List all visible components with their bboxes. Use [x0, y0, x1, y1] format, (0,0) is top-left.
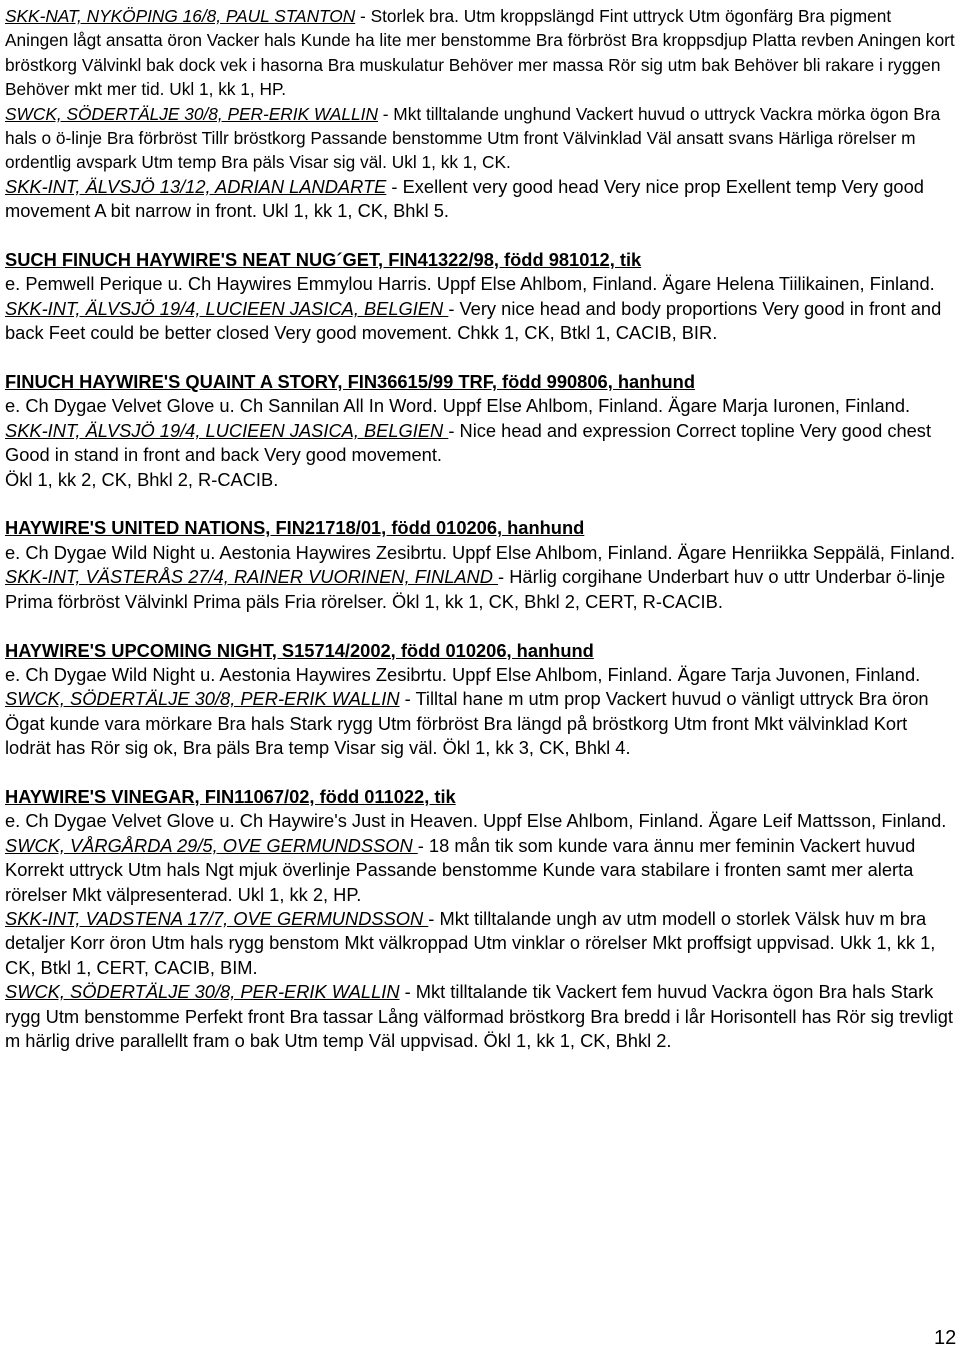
- critique-entry: [5, 297, 956, 346]
- critique-text: - Härlig corgihane Underbart huv o uttr Underbar ö-linje Prima förbröst Välvinkl Prima päls Fria rörelser. Ökl 1, kk 1, CK, Bhkl 2, CERT, R-CACIB.: [5, 566, 946, 612]
- critique-entry: [5, 980, 956, 1053]
- dog-pedigree: e. Ch Dygae Wild Night u. Aestonia Haywires Zesibrtu. Uppf Else Ahlbom, Finland. Ägare Tarja Juvonen, Finland.: [5, 663, 921, 685]
- critique-result: Ökl 1, kk 2, CK, Bhkl 2, R-CACIB.: [5, 468, 279, 490]
- critique-text: - Tilltal hane m utm prop Vackert huvud o vänligt uttryck Bra öron Ögat kunde vara mörkare Bra hals Stark rygg Utm förbröst Bra längd på bröstkorg Utm front Mkt välvinklad Kort lodrät has Rör sig ok, Bra päls Bra temp Visar sig väl. Ökl 1, kk 3, CK, Bhkl 4.: [5, 688, 929, 759]
- dog-title: HAYWIRE'S VINEGAR, FIN11067/02, född 011022, tik: [5, 785, 456, 807]
- critique-entry: [5, 419, 956, 468]
- critique-entry: [5, 907, 956, 980]
- critique-text: - 18 mån tik som kunde vara ännu mer feminin Vackert huvud Korrekt uttryck Utm hals Ngt mjuk överlinje Passande benstomme Kunde vara stabilare i fronten samt mer alerta rörelser Mkt välpresenterad. Ukl 1, kk 2, HP.: [5, 834, 916, 905]
- judge-show-link: SWCK, SÖDERTÄLJE 30/8, PER-ERIK WALLIN: [5, 103, 378, 124]
- critique-entry: [5, 565, 956, 614]
- spacer: [5, 614, 956, 638]
- critique-entry: [5, 102, 956, 175]
- critique-text: - Mkt tilltalande unghund Vackert huvud o uttryck Vackra mörka ögon Bra hals o ö-linje Bra förbröst Tillr bröstkorg Passande benstomme Utm front Välvinklad Väl ansatt svans Härliga rörelser m ordentlig avspark Utm temp Bra päls Visar sig väl. Ukl 1, kk 1, CK.: [5, 103, 941, 173]
- dog-entry: [5, 785, 956, 1053]
- judge-show-link: SKK-INT, ÄLVSJÖ 19/4, LUCIEEN JASICA, BELGIEN: [5, 419, 449, 441]
- dog-pedigree: e. Ch Dygae Velvet Glove u. Ch Sannilan All In Word. Uppf Else Ahlbom, Finland. Ägare Marja Iuronen, Finland.: [5, 395, 911, 417]
- dog-entry: [5, 370, 956, 492]
- spacer: [5, 346, 956, 370]
- judge-show-link: SWCK, VÅRGÅRDA 29/5, OVE GERMUNDSSON: [5, 834, 418, 856]
- spacer: [5, 224, 956, 248]
- dog-entry: [5, 248, 956, 346]
- dog-pedigree: e. Pemwell Perique u. Ch Haywires Emmylou Harris. Uppf Else Ahlbom, Finland. Ägare Helena Tiilikainen, Finland.: [5, 273, 935, 295]
- critique-entry: [5, 687, 956, 760]
- critique-text: - Mkt tilltalande tik Vackert fem huvud Vackra ögon Bra hals Stark rygg Utm benstomme Perfekt front Bra tassar Lång välformad bröstkorg Bra bredd i lår Horisontell has Rör sig trevligt m härlig drive parallellt fram o bak Utm temp Väl uppvisad. Ökl 1, kk 1, CK, Bhkl 2.: [5, 981, 953, 1051]
- page-number: 12: [934, 1327, 957, 1349]
- dog-title: SUCH FINUCH HAYWIRE'S NEAT NUG´GET, FIN41322/98, född 981012, tik: [5, 249, 642, 271]
- dog-title: HAYWIRE'S UPCOMING NIGHT, S15714/2002, född 010206, hanhund: [5, 639, 594, 661]
- intro-critiques: [5, 4, 956, 224]
- judge-show-link: SWCK, SÖDERTÄLJE 30/8, PER-ERIK WALLIN: [5, 688, 400, 710]
- spacer: [5, 761, 956, 785]
- critique-text: - Exellent very good head Very nice prop Exellent temp Very good movement A bit narrow in front. Ukl 1, kk 1, CK, Bhkl 5.: [5, 175, 924, 222]
- dog-pedigree: e. Ch Dygae Wild Night u. Aestonia Haywires Zesibrtu. Uppf Else Ahlbom, Finland. Ägare Henriikka Seppälä, Finland.: [5, 541, 956, 563]
- critique-text: - Very nice head and body proportions Very good in front and back Feet could be better closed Very good movement. Chkk 1, CK, Btkl 1, CACIB, BIR.: [5, 297, 942, 344]
- spacer: [5, 492, 956, 516]
- dog-title: HAYWIRE'S UNITED NATIONS, FIN21718/01, född 010206, hanhund: [5, 517, 585, 539]
- critique-entry: [5, 175, 956, 224]
- critique-entry: [5, 834, 956, 907]
- dog-pedigree: e. Ch Dygae Velvet Glove u. Ch Haywire's Just in Heaven. Uppf Else Ahlbom, Finland. Ägare Leif Mattsson, Finland.: [5, 810, 947, 832]
- judge-show-link: SKK-INT, VADSTENA 17/7, OVE GERMUNDSSON: [5, 907, 429, 929]
- judge-show-link: SWCK, SÖDERTÄLJE 30/8, PER-ERIK WALLIN: [5, 981, 400, 1003]
- critique-entry: [5, 4, 956, 102]
- dog-entry: [5, 639, 956, 761]
- critique-text: - Storlek bra. Utm kroppslängd Fint uttryck Utm ögonfärg Bra pigment Aningen lågt ansatta öron Vacker hals Kunde ha lite mer benstomme Bra förbröst Bra kroppsdjup Platta revben Aningen kort bröstkorg Välvinkl bak dock vek i hasorna Bra muskulatur Behöver mer massa Rör sig utm bak Behöver bli rakare i ryggen Behöver mkt mer tid. Ukl 1, kk 1, HP.: [5, 6, 955, 100]
- judge-show-link: SKK-NAT, NYKÖPING 16/8, PAUL STANTON: [5, 6, 356, 26]
- dog-title: FINUCH HAYWIRE'S QUAINT A STORY, FIN36615/99 TRF, född 990806, hanhund: [5, 371, 696, 393]
- judge-show-link: SKK-INT, ÄLVSJÖ 19/4, LUCIEEN JASICA, BELGIEN: [5, 297, 449, 319]
- dog-entry: [5, 516, 956, 614]
- judge-show-link: SKK-INT, VÄSTERÅS 27/4, RAINER VUORINEN, FINLAND: [5, 566, 499, 588]
- critique-text: - Mkt tilltalande ungh av utm modell o storlek Välsk huv m bra detaljer Korr öron Utm hals rygg benstom Mkt välkroppad Utm vinklar o rörelser Mkt proffsigt uppvisad. Ukk 1, kk 1, CK, Btkl 1, CERT, CACIB, BIM.: [5, 907, 936, 978]
- judge-show-link: SKK-INT, ÄLVSJÖ 13/12, ADRIAN LANDARTE: [5, 175, 387, 197]
- critique-text: - Nice head and expression Correct topline Very good chest Good in stand in front and back Very good movement.: [5, 419, 932, 466]
